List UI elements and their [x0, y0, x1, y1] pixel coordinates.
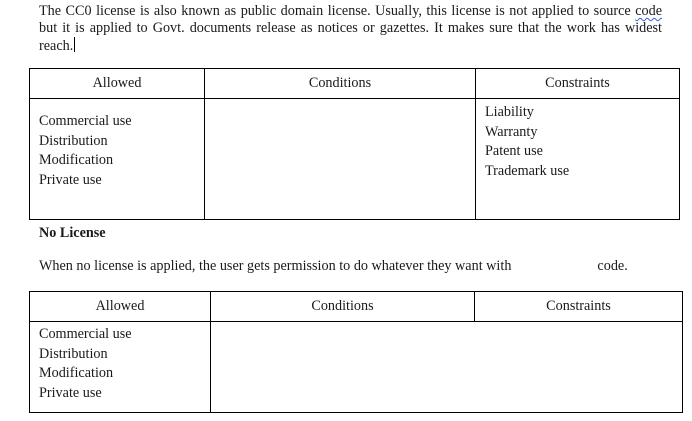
header-allowed: Allowed — [30, 292, 211, 322]
conditions-cell[interactable] — [205, 99, 476, 220]
allowed-item: Modification — [39, 365, 114, 381]
cc0-license-table — [29, 68, 680, 220]
header-constraints: Constraints — [475, 292, 683, 322]
allowed-item: Private use — [39, 384, 102, 401]
table-header-row — [30, 292, 683, 322]
allowed-cell[interactable] — [30, 99, 205, 220]
constraint-item: Liability — [485, 104, 534, 120]
table-header-row — [30, 69, 680, 99]
paragraph-text-start: The CC0 license is also known as public domain license. Usually, this license is not applied to source — [39, 3, 636, 19]
no-license-heading: No License — [39, 225, 106, 241]
allowed-item: Modification — [39, 152, 114, 168]
header-conditions: Conditions — [211, 292, 475, 322]
constraint-item: Warranty — [485, 123, 538, 140]
constraint-item: Trademark use — [485, 162, 570, 179]
allowed-cell[interactable] — [30, 322, 211, 413]
allowed-item: Distribution — [39, 132, 108, 149]
conditions-constraints-cell[interactable] — [211, 322, 683, 413]
header-allowed: Allowed — [30, 69, 205, 99]
cc0-description-paragraph[interactable] — [39, 3, 662, 55]
constraint-item: Patent use — [485, 143, 543, 159]
no-license-text: When no license is applied, the user gets permission to do whatever they want with — [39, 258, 512, 274]
allowed-item: Commercial use — [39, 326, 132, 342]
no-license-table — [29, 291, 683, 413]
table-row — [30, 99, 680, 220]
table-row — [30, 322, 683, 413]
spellcheck-flagged-word[interactable]: code — [635, 3, 662, 19]
header-conditions: Conditions — [205, 69, 476, 99]
no-license-text-tail: code. — [597, 258, 628, 274]
constraints-cell[interactable] — [476, 99, 680, 220]
allowed-item: Distribution — [39, 345, 108, 362]
paragraph-text-end: but it is applied to Govt. documents release as notices or gazettes. It makes sure that the work has widest reach. — [39, 20, 662, 54]
allowed-item: Commercial use — [39, 113, 132, 129]
text-cursor — [74, 37, 75, 52]
no-license-paragraph[interactable] — [39, 258, 679, 275]
allowed-item: Private use — [39, 171, 102, 188]
header-constraints: Constraints — [476, 69, 680, 99]
